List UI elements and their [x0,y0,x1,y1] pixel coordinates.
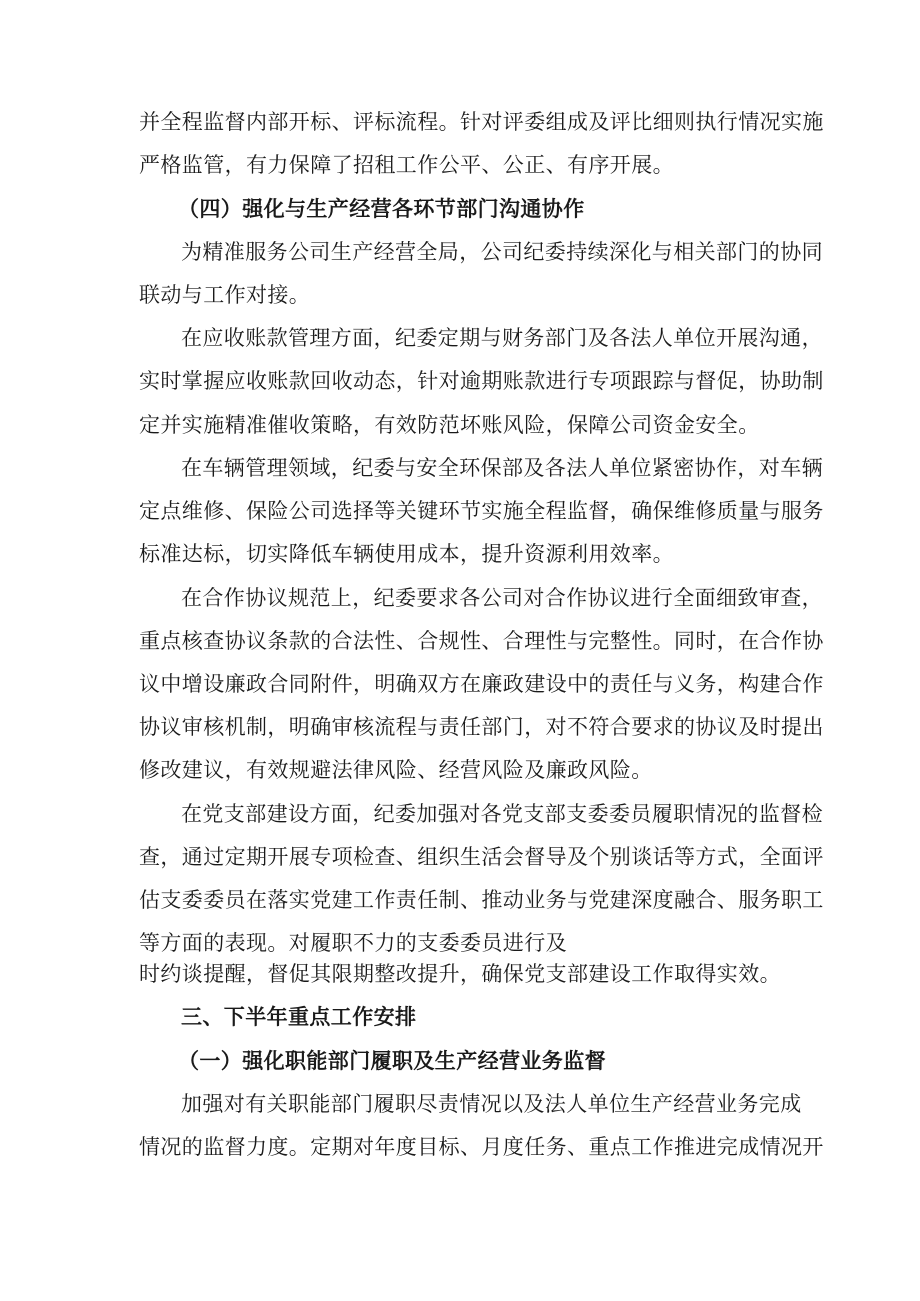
body-text-line: 在应收账款管理方面，纪委定期与财务部门及各法人单位开展沟通， [181,326,823,350]
body-text-line: 修改建议，有效规避法律风险、经营风险及廉政风险。 [139,758,653,782]
body-text-line: 严格监管，有力保障了招租工作公平、公正、有序开展。 [139,153,674,177]
body-text-line: 定并实施精准催收策略，有效防范坏账风险，保障公司资金安全。 [139,413,760,437]
body-text-line: 在党支部建设方面，纪委加强对各党支部支委委员履职情况的监督检 [181,802,823,826]
body-text-line: 定点维修、保险公司选择等关键环节实施全程监督，确保维修质量与服务 [139,499,824,523]
body-text-line: 重点核查协议条款的合法性、合规性、合理性与完整性。同时，在合作协 [139,629,824,653]
body-text-line: 联动与工作对接。 [139,283,311,307]
body-text-line: 加强对有关职能部门履职尽责情况以及法人单位生产经营业务完成 [181,1092,802,1116]
body-text-line: 协议审核机制，明确审核流程与责任部门，对不符合要求的协议及时提出 [139,715,824,739]
body-text-line: 在合作协议规范上，纪委要求各公司对合作协议进行全面细致审查， [181,586,823,610]
body-text-line: 议中增设廉政合同附件，明确双方在廉政建设中的责任与义务，构建合作 [139,672,824,696]
body-text-line: 并全程监督内部开标、评标流程。针对评委组成及评比细则执行情况实施 [139,110,824,134]
body-text-line: 实时掌握应收账款回收动态，针对逾期账款进行专项跟踪与督促，协助制 [139,369,824,393]
body-text-line: 情况的监督力度。定期对年度目标、月度任务、重点工作推进完成情况开 [139,1135,824,1159]
body-text-line: 在车辆管理领域，纪委与安全环保部及各法人单位紧密协作，对车辆 [181,456,823,480]
body-text-line: 时约谈提醒，督促其限期整改提升，确保党支部建设工作取得实效。 [139,962,781,986]
body-text-line: 等方面的表现。对履职不力的支委委员进行及 [139,931,567,955]
body-text-line: 为精准服务公司生产经营全局，公司纪委持续深化与相关部门的协同 [181,240,823,264]
body-text-line: 查，通过定期开展专项检查、组织生活会督导及个别谈话等方式，全面评 [139,845,824,869]
subsection-heading: （一）强化职能部门履职及生产经营业务监督 [178,1049,606,1073]
body-text-line: 标准达标，切实降低车辆使用成本，提升资源利用效率。 [139,542,674,566]
body-text-line: 估支委委员在落实党建工作责任制、推动业务与党建深度融合、服务职工 [139,888,824,912]
section-heading: （四）强化与生产经营各环节部门沟通协作 [178,197,585,221]
section-heading: 三、下半年重点工作安排 [181,1005,417,1029]
